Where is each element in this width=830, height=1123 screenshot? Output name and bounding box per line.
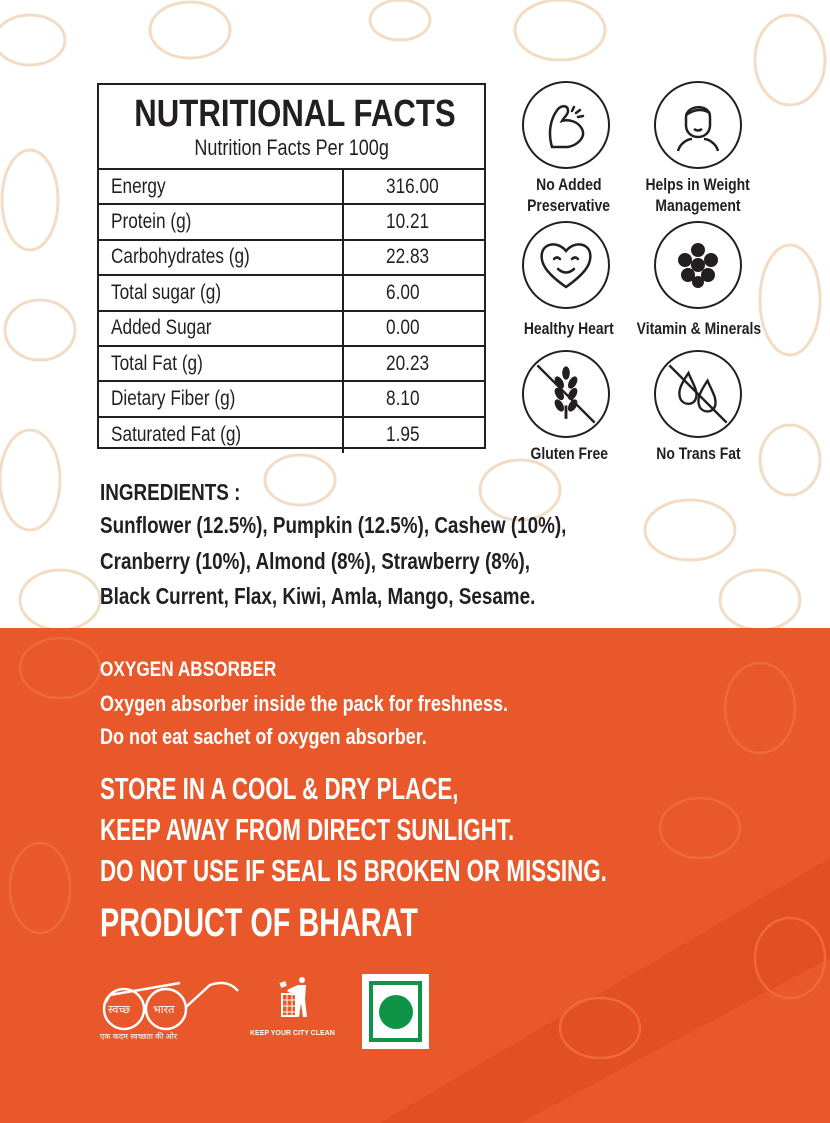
keep-clean-text: KEEP YOUR CITY CLEAN [250,1030,335,1037]
storage-line: DO NOT USE IF SEAL IS BROKEN OR MISSING. [100,853,607,888]
nutrient-name: Saturated Fat (g) [111,423,242,447]
nutrient-name: Total sugar (g) [111,280,222,304]
storage-line: KEEP AWAY FROM DIRECT SUNLIGHT. [100,812,515,847]
badge-label: Gluten Free [530,444,608,463]
flexed-arm-icon [522,81,610,169]
badge-label: Management [655,196,741,215]
table-row [99,241,484,276]
badge-label: No Trans Fat [655,444,741,463]
veg-dot-icon [379,995,413,1029]
table-row [99,312,484,347]
table-row [99,347,484,382]
berry-cluster-icon [654,221,742,309]
nutrient-value: 6.00 [386,280,420,304]
table-row [99,170,484,205]
badge-label: No Added [536,175,602,194]
table-row [99,276,484,311]
crossed-wheat-icon [522,350,610,438]
nutrient-value: 22.83 [386,245,430,269]
smiling-heart-icon [522,221,610,309]
nutrient-name: Added Sugar [111,316,212,340]
table-row [99,205,484,240]
ingredients-heading: INGREDIENTS : [100,479,241,505]
nutrient-value: 0.00 [386,316,420,340]
nutrition-subtitle: Nutrition Facts Per 100g [194,135,389,160]
ingredients-line: Sunflower (12.5%), Pumpkin (12.5%), Cashew (10%), [100,512,567,538]
storage-line: STORE IN A COOL & DRY PLACE, [100,771,459,806]
nutrient-name: Carbohydrates (g) [111,245,250,269]
badge-label: Helps in Weight [645,175,751,194]
nutrient-value: 20.23 [386,351,430,375]
nutrition-header [99,85,484,170]
nutrient-value: 10.21 [386,210,430,234]
oxygen-heading: OXYGEN ABSORBER [100,658,277,681]
oxygen-line: Do not eat sachet of oxygen absorber. [100,724,427,749]
nutrient-name: Protein (g) [111,210,192,234]
table-row [99,418,484,453]
ingredients-line: Cranberry (10%), Almond (8%), Strawberry (8%), [100,548,531,574]
keep-city-clean-logo [250,970,335,1050]
swachh-tagline: एक कदम स्वच्छता की ओर [100,1032,178,1041]
person-icon [654,81,742,169]
ingredients-line: Black Current, Flax, Kiwi, Amla, Mango, Sesame. [100,583,536,609]
crossed-oil-drops-icon [654,350,742,438]
origin-text: PRODUCT OF BHARAT [100,901,418,945]
nutrition-facts-table [97,83,486,449]
badge-label: Healthy Heart [524,319,614,338]
swachh-bharat-logo [100,975,240,1045]
nutrient-name: Total Fat (g) [111,351,203,375]
nutrient-value: 316.00 [386,174,439,198]
nutrition-title: NUTRITIONAL FACTS [134,93,456,135]
table-row [99,382,484,417]
oxygen-line: Oxygen absorber inside the pack for freshness. [100,691,509,716]
swachh-right-text: भारत [153,1004,175,1016]
badge-label: Preservative [527,196,611,215]
nutrient-value: 8.10 [386,387,420,411]
nutrient-value: 1.95 [386,423,420,447]
badge-label: Vitamin & Minerals [636,319,762,338]
swachh-left-text: स्वच्छ [108,1004,131,1016]
nutrient-name: Energy [111,174,166,198]
nutrient-name: Dietary Fiber (g) [111,387,236,411]
veg-symbol [362,974,429,1049]
